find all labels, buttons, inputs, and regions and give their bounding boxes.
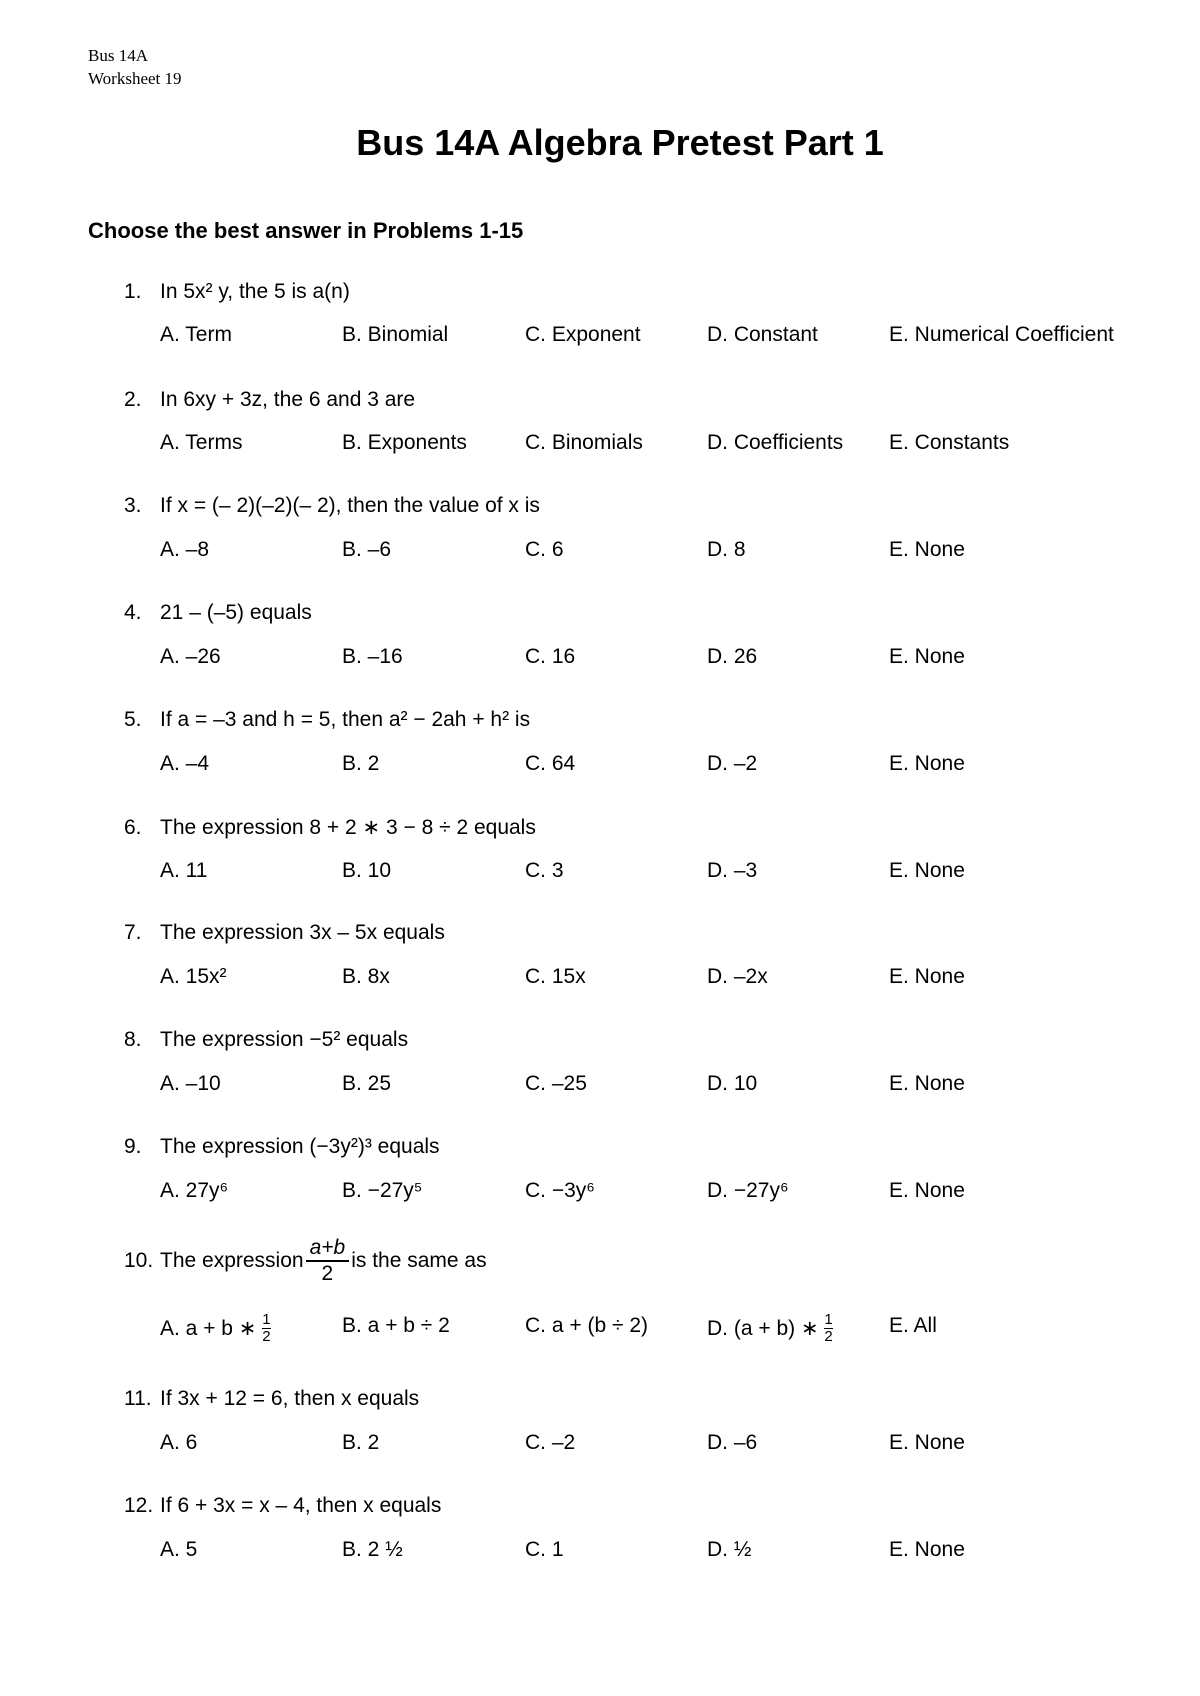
option-a[interactable]: A. Terms [160, 431, 243, 454]
option-b[interactable]: B. 25 [342, 1072, 392, 1095]
question-number: 1. [124, 280, 142, 303]
option-d[interactable]: D. −27y⁶ [707, 1179, 789, 1202]
option-c[interactable]: C. 15x [525, 965, 586, 988]
question-text: The expression 8 + 2 ∗ 3 − 8 ÷ 2 equals [160, 816, 536, 839]
option-a[interactable]: A. 5 [160, 1538, 198, 1561]
question-number: 10. [124, 1249, 154, 1272]
question-text-after: is the same as [351, 1249, 487, 1272]
question-text: 21 – (–5) equals [160, 601, 312, 624]
question-text: If 6 + 3x = x – 4, then x equals [160, 1494, 442, 1517]
option-c[interactable]: C. 16 [525, 645, 576, 668]
option-b[interactable]: B. −27y⁵ [342, 1179, 423, 1202]
instructions: Choose the best answer in Problems 1-15 [88, 218, 524, 243]
option-a[interactable]: A. a + b ∗ $\frac{1}{2}$ [160, 1311, 271, 1345]
option-d[interactable]: D. 26 [707, 645, 758, 668]
option-d[interactable]: D. –2 [707, 752, 758, 775]
option-a[interactable]: A. 15x² [160, 965, 227, 988]
fraction [306, 1236, 350, 1286]
option-e[interactable]: E. None [889, 645, 965, 668]
question-12 [0, 1494, 1200, 1594]
option-b[interactable]: B. –6 [342, 538, 392, 561]
option-d[interactable]: D. ½ [707, 1538, 752, 1561]
question-8 [0, 1028, 1200, 1128]
option-a[interactable]: A. –4 [160, 752, 210, 775]
option-c[interactable]: C. 6 [525, 538, 564, 561]
option-a[interactable]: A. 11 [160, 859, 208, 882]
fraction-half: $\frac{1}{2}$ [262, 1311, 271, 1345]
option-e[interactable]: E. None [889, 1072, 965, 1095]
option-e[interactable]: E. Numerical Coefficient [889, 323, 1114, 346]
option-c[interactable]: C. 1 [525, 1538, 564, 1561]
option-c[interactable]: C. a + (b ÷ 2) [525, 1314, 648, 1337]
question-number: 3. [124, 494, 142, 517]
question-number: 7. [124, 921, 142, 944]
question-text: The expression (−3y²)³ equals [160, 1135, 440, 1158]
option-b[interactable]: B. a + b ÷ 2 [342, 1314, 450, 1337]
question-4 [0, 601, 1200, 701]
question-number: 12. [124, 1494, 154, 1517]
option-d[interactable]: D. (a + b) ∗ $\frac{1}{2}$ [707, 1311, 833, 1345]
option-e[interactable]: E. None [889, 965, 965, 988]
option-b[interactable]: B. 2 ½ [342, 1538, 403, 1561]
question-text: The expression [160, 1249, 304, 1272]
question-number: 8. [124, 1028, 142, 1051]
option-b[interactable]: B. 2 [342, 1431, 380, 1454]
question-5 [0, 708, 1200, 808]
question-2 [0, 388, 1200, 488]
question-9 [0, 1135, 1200, 1235]
fraction-denominator: 2 [321, 1262, 334, 1285]
option-b[interactable]: B. 2 [342, 752, 380, 775]
option-b[interactable]: B. Exponents [342, 431, 467, 454]
question-number: 2. [124, 388, 142, 411]
header-course: Bus 14A [88, 46, 148, 65]
option-b[interactable]: B. 8x [342, 965, 390, 988]
question-text: The expression −5² equals [160, 1028, 409, 1051]
option-b[interactable]: B. 10 [342, 859, 392, 882]
option-e[interactable]: E. None [889, 538, 965, 561]
question-text: If 3x + 12 = 6, then x equals [160, 1387, 420, 1410]
option-d[interactable]: D. 10 [707, 1072, 758, 1095]
option-c[interactable]: C. −3y⁶ [525, 1179, 595, 1202]
question-text: If a = –3 and h = 5, then a² − 2ah + h² is [160, 708, 531, 731]
header-worksheet: Worksheet 19 [88, 69, 182, 88]
option-e[interactable]: E. None [889, 752, 965, 775]
option-c[interactable]: C. 64 [525, 752, 576, 775]
question-1 [0, 280, 1200, 380]
option-c[interactable]: C. –2 [525, 1431, 576, 1454]
question-number: 6. [124, 816, 142, 839]
question-number: 5. [124, 708, 142, 731]
option-c[interactable]: C. –25 [525, 1072, 587, 1095]
question-text: In 6xy + 3z, the 6 and 3 are [160, 388, 416, 411]
option-a[interactable]: A. 27y⁶ [160, 1179, 229, 1202]
option-c[interactable]: C. Exponent [525, 323, 641, 346]
question-10 [0, 1236, 1200, 1366]
option-c[interactable]: C. 3 [525, 859, 564, 882]
question-text: The expression 3x – 5x equals [160, 921, 445, 944]
option-a[interactable]: A. Term [160, 323, 232, 346]
option-c[interactable]: C. Binomials [525, 431, 643, 454]
question-text: If x = (– 2)(–2)(– 2), then the value of x is [160, 494, 540, 517]
question-6 [0, 815, 1200, 915]
option-d[interactable]: D. Coefficients [707, 431, 844, 454]
option-a[interactable]: A. 6 [160, 1431, 198, 1454]
option-e[interactable]: E. None [889, 1179, 965, 1202]
option-e[interactable]: E. None [889, 859, 965, 882]
question-11 [0, 1387, 1200, 1487]
option-d[interactable]: D. –2x [707, 965, 768, 988]
option-e[interactable]: E. All [889, 1314, 937, 1337]
fraction-numerator: a+b [306, 1236, 350, 1262]
question-3 [0, 494, 1200, 594]
option-d[interactable]: D. Constant [707, 323, 818, 346]
option-a[interactable]: A. –8 [160, 538, 210, 561]
option-d[interactable]: D. 8 [707, 538, 746, 561]
option-b[interactable]: B. –16 [342, 645, 403, 668]
question-number: 11. [124, 1387, 152, 1410]
question-text: In 5x² y, the 5 is a(n) [160, 280, 350, 303]
option-a[interactable]: A. –26 [160, 645, 221, 668]
option-d[interactable]: D. –6 [707, 1431, 758, 1454]
fraction-half: $\frac{1}{2}$ [824, 1311, 833, 1345]
option-e[interactable]: E. None [889, 1538, 965, 1561]
question-number: 4. [124, 601, 142, 624]
option-e[interactable]: E. None [889, 1431, 965, 1454]
option-e[interactable]: E. Constants [889, 431, 1010, 454]
option-b[interactable]: B. Binomial [342, 323, 449, 346]
option-d[interactable]: D. –3 [707, 859, 758, 882]
option-a[interactable]: A. –10 [160, 1072, 221, 1095]
page-title: Bus 14A Algebra Pretest Part 1 [356, 122, 884, 163]
question-number: 9. [124, 1135, 142, 1158]
question-7 [0, 921, 1200, 1021]
